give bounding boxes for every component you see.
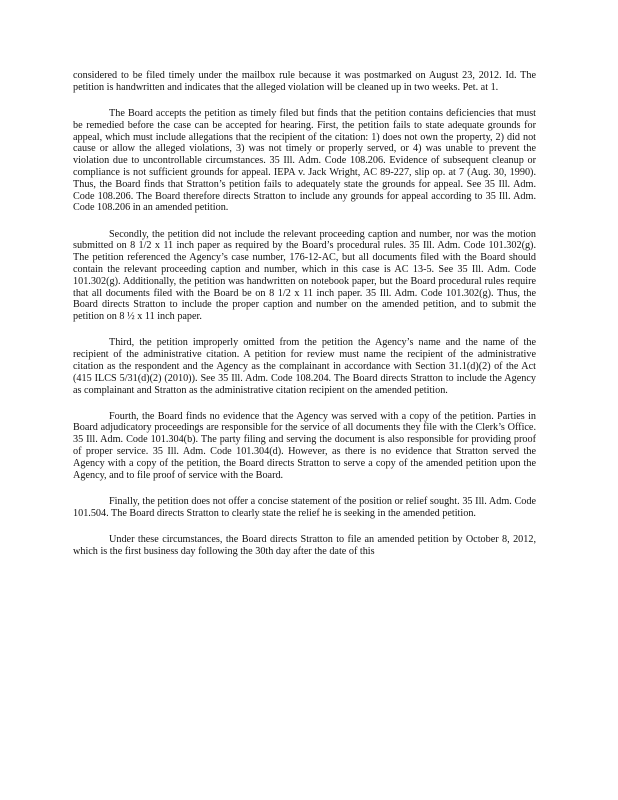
paragraph-amended-petition-deadline: Under these circumstances, the Board directs Stratton to file an amended petition by October 8, 2012, which is the first business day following the 30th day after the date of this [73, 533, 536, 557]
paragraph-relief-sought: Finally, the petition does not offer a concise statement of the position or relief sought. 35 Ill. Adm. Code 101.504. The Board directs Stratton to clearly state the relief he is seeking in the amended petition. [73, 495, 536, 519]
paragraph-service: Fourth, the Board finds no evidence that the Agency was served with a copy of the petition. Parties in Board adjudicatory proceedings are responsible for the service of all documents they file with the Clerk’s Office. 35 Ill. Adm. Code 101.304(b). The party filing and serving the document is also responsible for providing proof of proper service. 35 Ill. Adm. Code 101.304(d). However, as there is no evidence that Stratton served the Agency with a copy of the petition, the Board directs Stratton to serve a copy of the amended petition upon the Agency, and to file proof of service with the Board. [73, 410, 536, 481]
paragraph-parties-named: Third, the petition improperly omitted from the petition the Agency’s name and the name of the recipient of the administrative citation. A petition for review must name the recipient of the administrative citation as the respondent and the Agency as the complainant in accordance with Section 31.1(d)(2) of the Act (415 ILCS 5/31(d)(2) (2010)). See 35 Ill. Adm. Code 108.204. The Board directs Stratton to include the Agency as complainant and Stratton as the administrative citation recipient on the amended petition. [73, 337, 536, 396]
paragraph-caption-and-paper: Secondly, the petition did not include the relevant proceeding caption and number, nor was the motion submitted on 8 1/2 x 11 inch paper as required by the Board’s procedural rules. 35 Ill. Adm. Code 101.302(g). The petition referenced the Agency’s case number, 176-12-AC, but all documents filed with the Board should contain the relevant proceeding caption and number, which in this case is AC 13-5. See 35 Ill. Adm. Code 101.302(g). Additionally, the petition was handwritten on notebook paper, but the Board procedural rules require that all documents filed with the Board be on 8 1/2 x 11 inch paper. 35 Ill. Adm. Code 101.302(g). Thus, the Board directs Stratton to include the proper caption and number on the amended petition, and to submit the petition on 8 ½ x 11 inch paper. [73, 228, 536, 323]
paragraph-mailbox-rule: considered to be filed timely under the mailbox rule because it was postmarked on August 23, 2012. Id. The petition is handwritten and indicates that the alleged violation will be cleaned up in two weeks. Pet. at 1. [73, 70, 536, 93]
paragraph-grounds-for-appeal: The Board accepts the petition as timely filed but finds that the petition contains deficiencies that must be remedied before the case can be accepted for hearing. First, the petition fails to state adequate grounds for appeal, which must include allegations that the recipient of the citation: 1) does not own the property, 2) did not cause or allow the alleged violations, 3) was not timely or properly served, or 4) was unable to prevent the violation due to uncontrollable circumstances. 35 Ill. Adm. Code 108.206. Evidence of subsequent cleanup or compliance is not sufficient grounds for appeal. IEPA v. Jack Wright, AC 89-227, slip op. at 7 (Aug. 30, 1990). Thus, the Board finds that Stratton’s petition fails to adequately state the grounds for appeal. See 35 Ill. Adm. Code 108.206. The Board therefore directs Stratton to include any grounds for appeal according to 35 Ill. Adm. Code 108.206 in an amended petition. [73, 107, 536, 214]
